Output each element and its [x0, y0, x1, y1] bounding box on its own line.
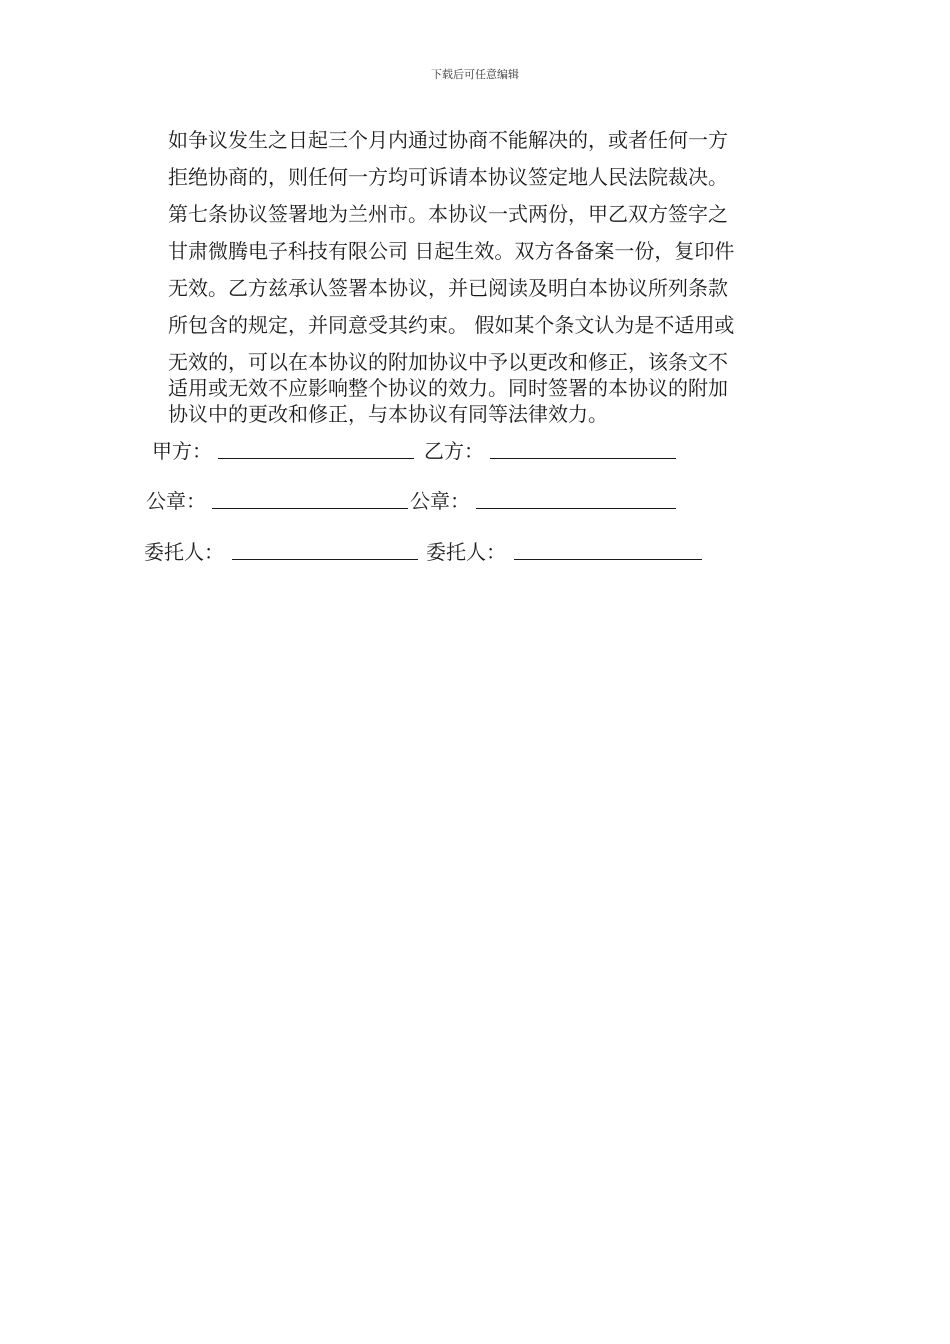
agent-a-signature-line[interactable]: [232, 559, 418, 560]
body-line: 如争议发生之日起三个月内通过协商不能解决的，或者任何一方: [168, 128, 728, 152]
agent-b-signature-line[interactable]: [514, 559, 702, 560]
page-header-note: 下载后可任意编辑: [431, 68, 519, 81]
seal-a-label: 公章：: [146, 489, 206, 513]
body-line: 协议中的更改和修正，与本协议有同等法律效力。: [168, 402, 608, 426]
party-b-signature-line[interactable]: [490, 458, 676, 459]
seal-b-label: 公章：: [410, 489, 470, 513]
agent-b-label: 委托人：: [426, 540, 506, 564]
body-line: 拒绝协商的，则任何一方均可诉请本协议签定地人民法院裁决。: [168, 165, 728, 189]
body-line: 第七条协议签署地为兰州市。本协议一式两份，甲乙双方签字之: [168, 202, 728, 226]
body-line: 无效的，可以在本协议的附加协议中予以更改和修正，该条文不: [168, 350, 728, 374]
body-line: 所包含的规定，并同意受其约束。 假如某个条文认为是不适用或: [168, 313, 735, 337]
party-b-label: 乙方：: [424, 439, 484, 463]
party-a-label: 甲方：: [152, 439, 212, 463]
body-line: 甘肃微腾电子科技有限公司 日起生效。双方各备案一份，复印件: [168, 239, 735, 263]
party-a-signature-line[interactable]: [218, 458, 414, 459]
seal-a-signature-line[interactable]: [212, 508, 408, 509]
body-line: 无效。乙方兹承认签署本协议，并已阅读及明白本协议所列条款: [168, 276, 728, 300]
seal-b-signature-line[interactable]: [476, 508, 676, 509]
body-line: 适用或无效不应影响整个协议的效力。同时签署的本协议的附加: [168, 376, 728, 400]
agent-a-label: 委托人：: [144, 540, 224, 564]
